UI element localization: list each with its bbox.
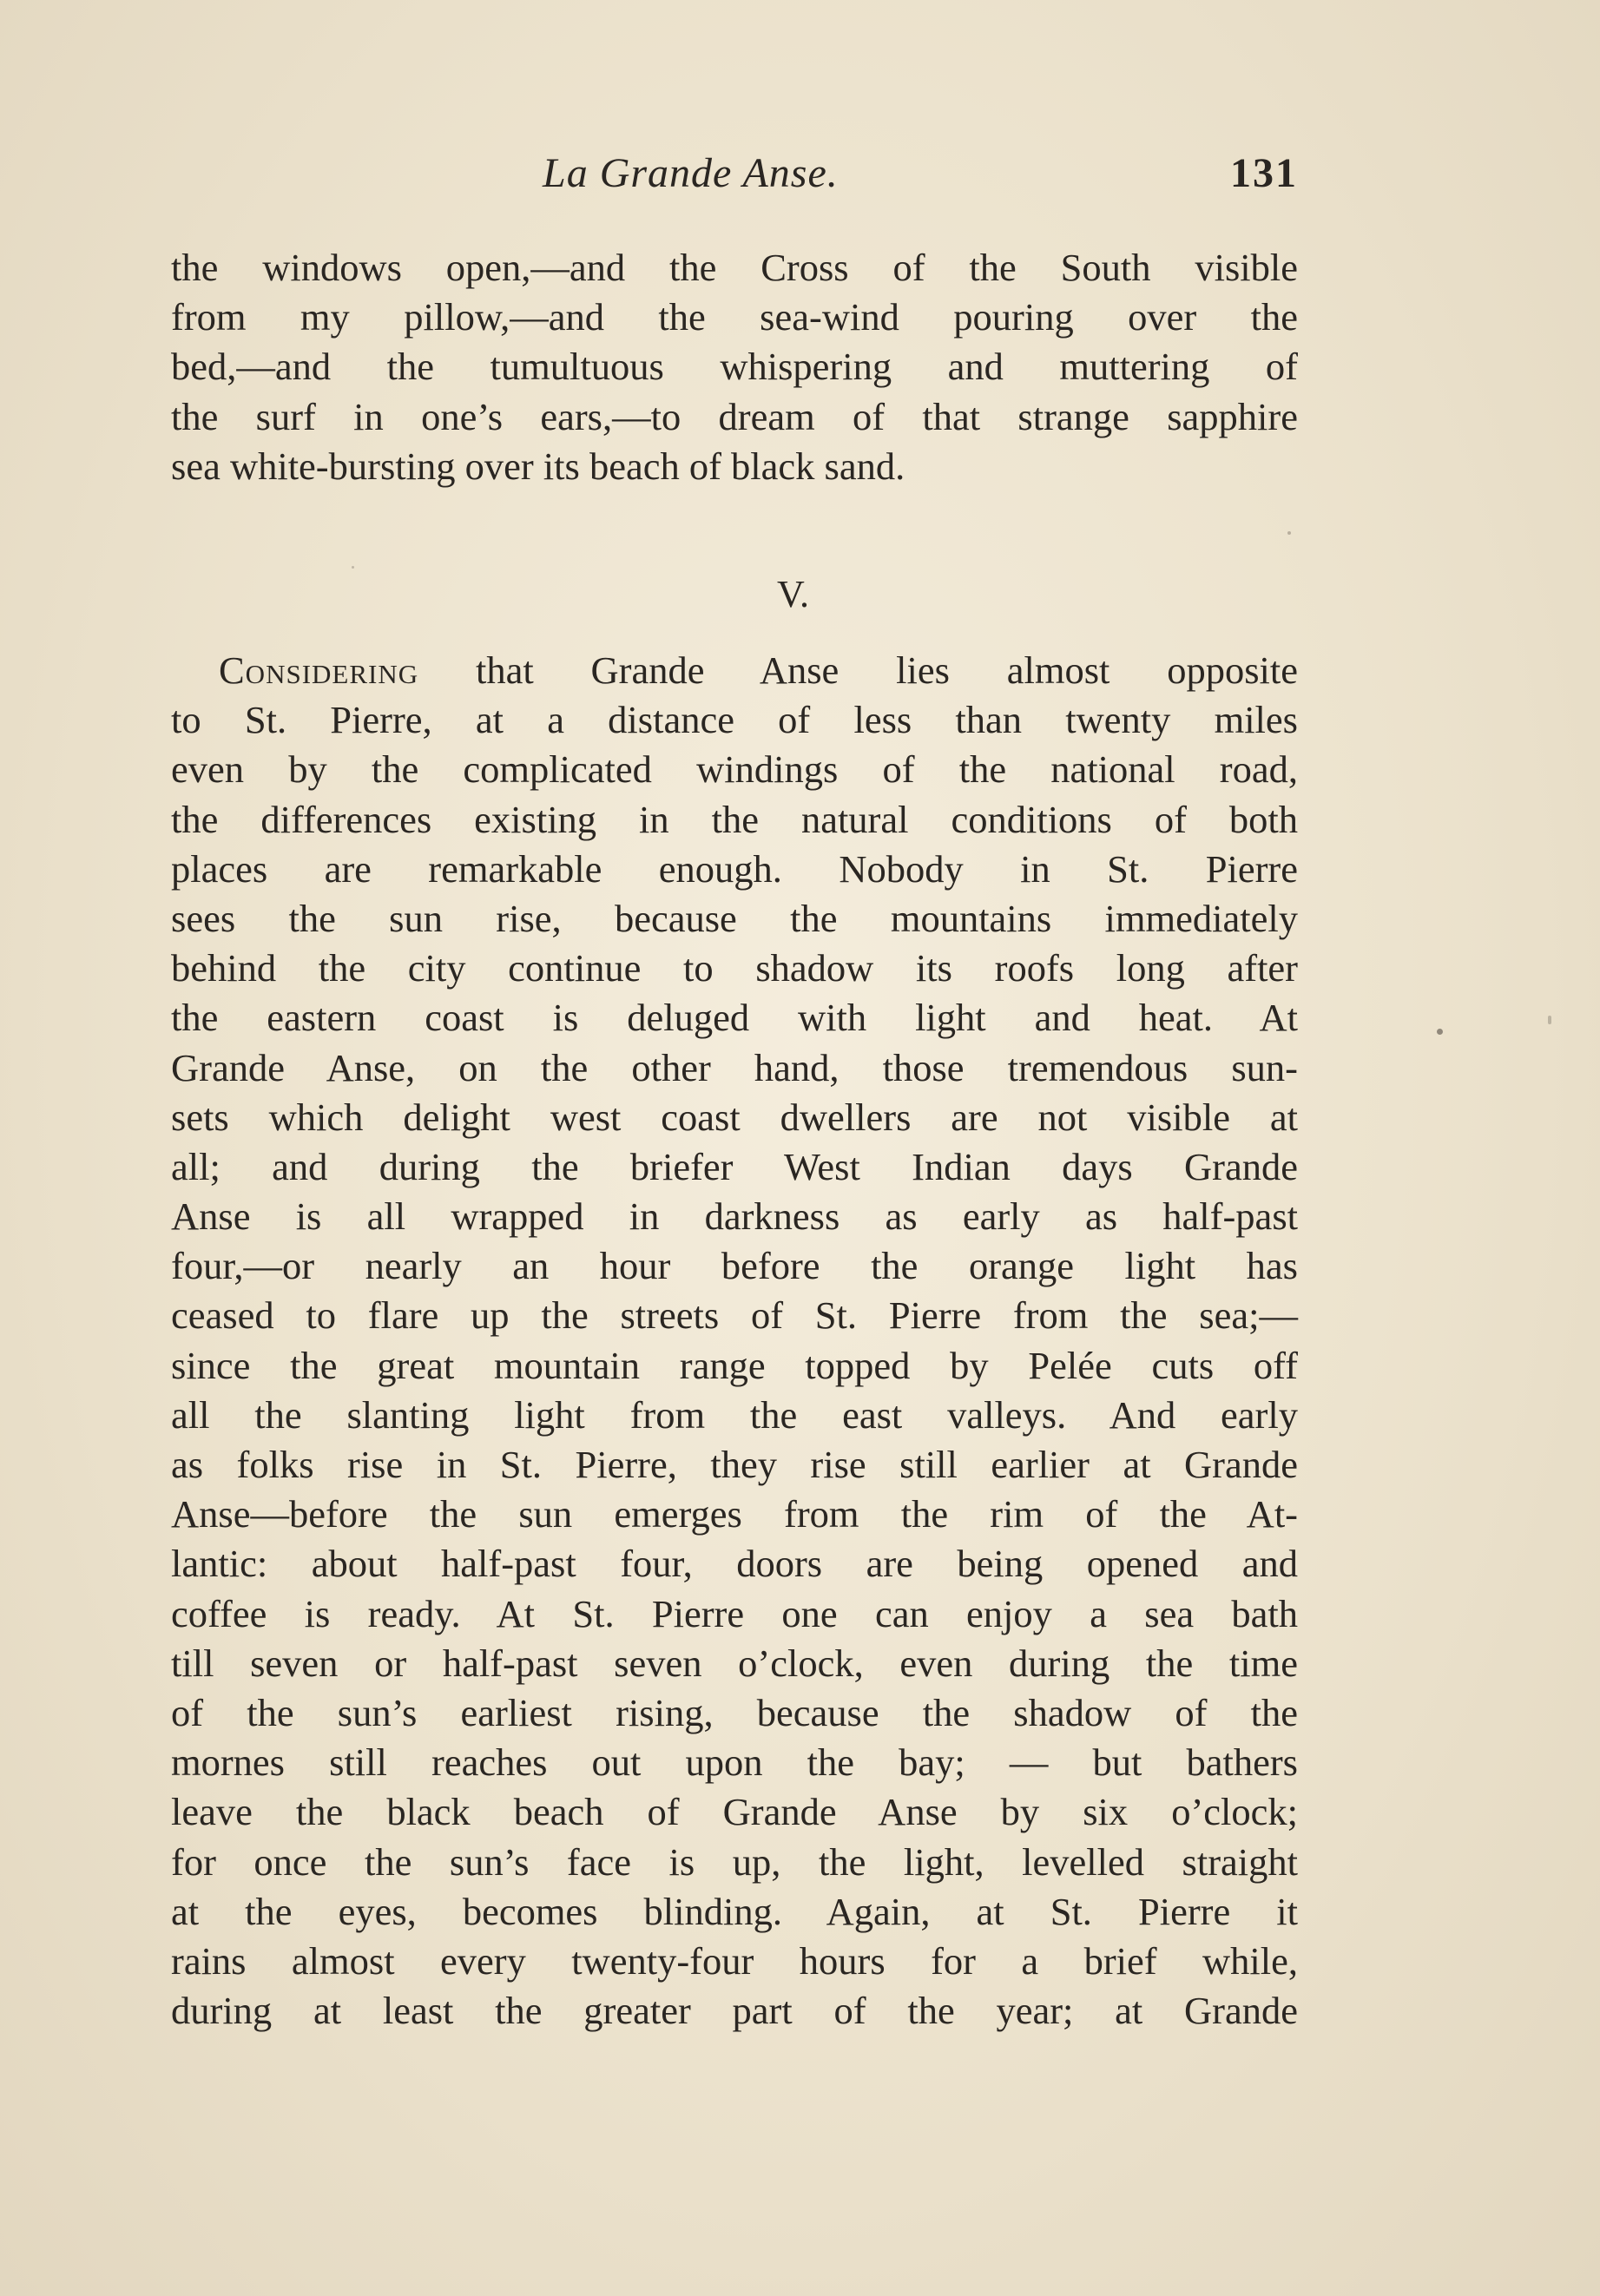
text-line: Grande Anse, on the other hand, those tremendous sun- — [171, 1045, 1298, 1089]
text-line-first — [171, 646, 1298, 695]
text-line: of the sun’s earliest rising, because the shadow of the — [171, 1690, 1298, 1734]
text-line: the surf in one’s ears,—to dream of that strange sapphire — [171, 394, 1298, 438]
text-line: lantic: about half-past four, doors are being opened and — [171, 1542, 1298, 1586]
section-number: V. — [776, 573, 810, 615]
text-line: from my pillow,—and the sea-wind pouring over the — [171, 295, 1298, 339]
text-line: at the eyes, becomes blinding. Again, at St. Pierre it — [171, 1889, 1298, 1933]
text-line: to St. Pierre, at a distance of less than twenty miles — [171, 698, 1298, 742]
text-line: rains almost every twenty-four hours for a brief while, — [171, 1938, 1298, 1983]
text-line: Anse is all wrapped in darkness as early as half-past — [171, 1194, 1298, 1239]
text-line: all; and during the briefer West Indian days Grande — [171, 1144, 1298, 1188]
paper-speck — [1437, 1029, 1443, 1035]
text-line: places are remarkable enough. Nobody in St. Pierre — [171, 846, 1298, 891]
text-line: four,—or nearly an hour before the orange light has — [171, 1244, 1298, 1288]
text-line: as folks rise in St. Pierre, they rise still earlier at Grande — [171, 1443, 1298, 1486]
paragraph-2 — [171, 646, 1298, 2036]
first-line-rest: that Grande Anse lies almost opposite — [475, 648, 1299, 692]
text-line: ceased to flare up the streets of St. Pierre from the sea;— — [171, 1293, 1298, 1338]
text-line: during at least the greater part of the year; at Grande — [171, 1989, 1298, 2033]
text-line: the differences existing in the natural conditions of both — [171, 797, 1298, 841]
paper-speck — [1287, 531, 1291, 535]
running-title: La Grande Anse. — [543, 150, 839, 196]
text-line: for once the sun’s face is up, the light, levelled straight — [171, 1839, 1298, 1884]
text-line: coffee is ready. At St. Pierre one can enjoy a sea bath — [171, 1591, 1298, 1635]
text-line: sees the sun rise, because the mountains immediately — [171, 896, 1298, 940]
text-line: since the great mountain range topped by Pelée cuts off — [171, 1343, 1298, 1387]
opening-word: Considering — [219, 648, 419, 692]
page-number: 131 — [1230, 150, 1298, 196]
text-line: Anse—before the sun emerges from the rim of the At- — [171, 1492, 1298, 1536]
text-line: sets which delight west coast dwellers are not visible at — [171, 1095, 1298, 1139]
text-line: bed,—and the tumultuous whispering and muttering of — [171, 345, 1298, 389]
paper-speck — [1548, 1016, 1551, 1024]
text-line: the eastern coast is deluged with light and heat. At — [171, 996, 1298, 1040]
text-line: the windows open,—and the Cross of the South visible — [171, 246, 1298, 289]
text-line: till seven or half-past seven o’clock, even during the time — [171, 1641, 1298, 1685]
text-line: leave the black beach of Grande Anse by six o’clock; — [171, 1790, 1298, 1834]
text-line: behind the city continue to shadow its roofs long after — [171, 946, 1298, 990]
text-line: sea white-bursting over its beach of black sand. — [171, 444, 905, 488]
section-heading — [0, 572, 1600, 616]
text-line: even by the complicated windings of the national road, — [171, 747, 1298, 792]
paper-speck — [352, 566, 354, 569]
paragraph-1 — [171, 243, 1298, 491]
text-line: all the slanting light from the east valleys. And early — [171, 1392, 1298, 1437]
text-line: mornes still reaches out upon the bay; — but bathers — [171, 1740, 1298, 1785]
page-header — [169, 149, 1298, 201]
